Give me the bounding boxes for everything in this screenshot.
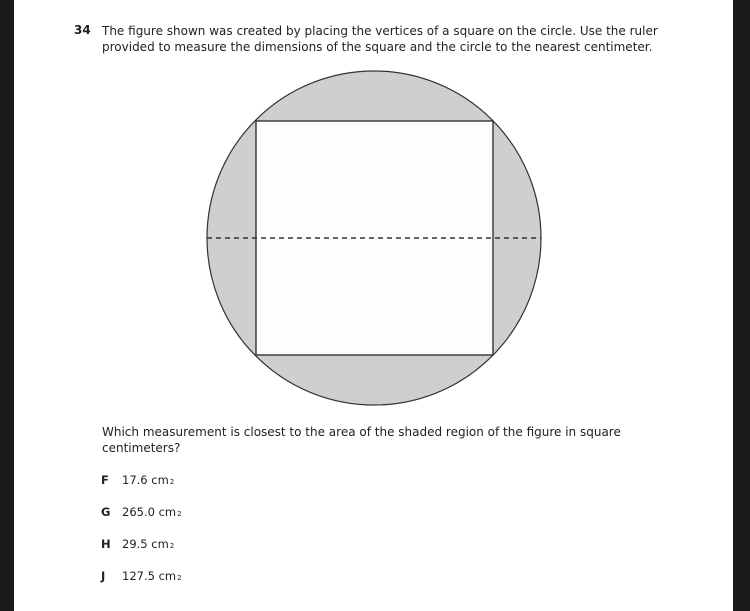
answer-choice-j[interactable] — [101, 569, 182, 583]
choice-exponent: 2 — [177, 574, 182, 582]
worksheet-page — [14, 0, 733, 611]
circle-square-figure — [14, 0, 733, 611]
choice-exponent: 2 — [169, 478, 175, 486]
choice-letter: H — [101, 537, 111, 551]
question-number: 34 — [74, 23, 91, 37]
choice-value: 17.6 cm — [122, 473, 169, 487]
choice-letter: G — [101, 505, 111, 519]
choice-exponent: 2 — [177, 510, 182, 518]
choice-exponent: 2 — [169, 542, 175, 550]
choice-value: 127.5 cm — [122, 569, 177, 583]
answer-choice-h[interactable] — [101, 537, 174, 551]
question-prompt: The figure shown was created by placing the vertices of a square on the circle. Use the ruler provided to measure the dimensions of the square and the circle to the nearest centimeter. — [102, 24, 658, 54]
choice-letter: J — [101, 569, 106, 583]
choice-value: 265.0 cm — [122, 505, 177, 519]
question-text: Which measurement is closest to the area of the shaded region of the figure in square centimeters? — [102, 425, 621, 455]
answer-choice-g[interactable] — [101, 505, 182, 519]
choice-letter: F — [101, 473, 109, 487]
choice-value: 29.5 cm — [122, 537, 169, 551]
answer-choice-f[interactable] — [101, 473, 174, 487]
